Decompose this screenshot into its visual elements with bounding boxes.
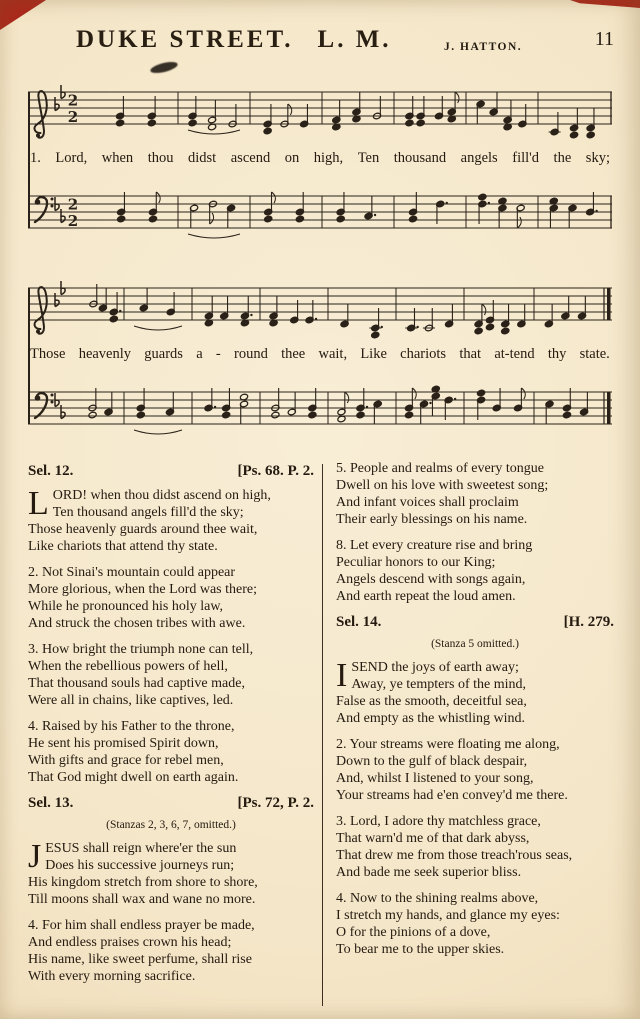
stanza-line: Like chariots that attend thy state. xyxy=(28,539,218,554)
stanza xyxy=(28,840,314,908)
stanza-line: Their early blessings on his name. xyxy=(336,512,528,527)
music-system-2 xyxy=(28,262,612,446)
lyric-word: when xyxy=(101,150,134,166)
stanza-line: Your streams had e'en convey'd me there. xyxy=(336,788,568,803)
stanza-line: 4. For him shall endless prayer be made, xyxy=(28,918,255,933)
stanza-line: With gifts and grace for rebel men, xyxy=(28,753,224,768)
selection-reference: [H. 279. xyxy=(563,614,614,630)
svg-text:2: 2 xyxy=(67,212,79,230)
treble-staff-1 xyxy=(28,66,612,146)
stanza-line: Angels descend with songs again, xyxy=(336,572,526,587)
lyric-word: didst xyxy=(188,150,217,166)
stanza-line: Dwell on his love with sweetest song; xyxy=(336,478,549,493)
selection-heading xyxy=(336,614,614,631)
stanza-line: And, whilst I listened to your song, xyxy=(336,771,534,786)
stanza-line: 4. Now to the shining realms above, xyxy=(336,891,539,906)
stanza-line: 5. People and realms of every tongue xyxy=(336,461,544,476)
stanza-line: ESUS shall reign where'er the sun xyxy=(45,841,237,856)
stanza xyxy=(336,736,614,804)
text-column-left xyxy=(28,460,314,994)
stanza xyxy=(28,564,314,632)
stanza-line: With every morning sacrifice. xyxy=(28,969,196,984)
lyric-line-2 xyxy=(28,342,612,366)
stanza-line: Till moons shall wax and wane no more. xyxy=(28,892,256,907)
treble-staff-2 xyxy=(28,262,612,342)
selection-reference: [Ps. 68. P. 2. xyxy=(237,463,314,479)
stanza-line: Those heavenly guards around thee wait, xyxy=(28,522,258,537)
stanza-line: And earth repeat the loud amen. xyxy=(336,589,516,604)
stanza-line: Peculiar honors to our King; xyxy=(336,555,496,570)
lyric-word: - xyxy=(215,346,221,362)
composer-name: J. HATTON. xyxy=(444,41,523,53)
lyric-word: Those xyxy=(30,346,66,362)
lyric-word: the xyxy=(553,150,572,166)
stanza-line: Does his successive journeys run; xyxy=(45,858,235,873)
stanza xyxy=(336,813,614,881)
lyric-word: angels xyxy=(460,150,498,166)
lyric-word: round xyxy=(233,346,268,362)
music-system-1 xyxy=(28,66,612,250)
lyric-word: Like xyxy=(360,346,387,362)
lyric-word: Ten xyxy=(357,150,380,166)
bass-staff-1 xyxy=(28,170,612,250)
omission-note: (Stanzas 2, 3, 6, 7, omitted.) xyxy=(106,819,236,831)
stanza-line: That thousand souls had captive made, xyxy=(28,676,245,691)
stanza-line: And struck the chosen tribes with awe. xyxy=(28,616,246,631)
drop-cap: L xyxy=(28,487,49,522)
stanza-line: I stretch my hands, and glance my eyes: xyxy=(336,908,560,923)
svg-text:2: 2 xyxy=(67,195,79,214)
stanza-line: His name, like sweet perfume, shall rise xyxy=(28,952,252,967)
stanza-line: He sent his promised Spirit down, xyxy=(28,736,219,751)
stanza-line: 2. Not Sinai's mountain could appear xyxy=(28,565,236,580)
system-barline xyxy=(28,92,30,228)
page-title xyxy=(76,26,392,54)
stanza-line: To bear me to the upper skies. xyxy=(336,942,505,957)
stanza xyxy=(336,460,614,528)
stanza-line: 3. How bright the triumph none can tell, xyxy=(28,642,254,657)
stanza-line: While he pronounced his holy law, xyxy=(28,599,224,614)
stanza-line: Away, ye tempters of the mind, xyxy=(351,677,527,692)
red-corner-mark-left xyxy=(0,0,46,30)
lyric-word: wait, xyxy=(318,346,348,362)
stanza-line: That God might dwell on earth again. xyxy=(28,770,239,785)
selection-number: Sel. 13. xyxy=(28,795,74,811)
svg-text:2: 2 xyxy=(67,108,79,126)
stanza xyxy=(336,659,614,727)
stanza-line: Ten thousand angels fill'd the sky; xyxy=(52,505,244,520)
svg-text:2: 2 xyxy=(67,91,79,110)
selection-number: Sel. 14. xyxy=(336,614,382,630)
stanza-line: His kingdom stretch from shore to shore, xyxy=(28,875,258,890)
stanza-line: When the rebellious powers of hell, xyxy=(28,659,228,674)
selection-number: Sel. 12. xyxy=(28,463,74,479)
lyric-word: thy xyxy=(547,346,567,362)
stanza-line: 3. Lord, I adore thy matchless grace, xyxy=(336,814,541,829)
stanza-line: 8. Let every creature rise and bring xyxy=(336,538,533,553)
stanza xyxy=(336,537,614,605)
stanza-line: That warn'd me of that dark abyss, xyxy=(336,831,530,846)
tune-title: DUKE STREET. xyxy=(76,26,294,53)
column-divider xyxy=(322,464,323,1006)
drop-cap: I xyxy=(336,659,348,694)
stanza-line: And infant voices shall proclaim xyxy=(336,495,519,510)
stanza-line: And empty as the whistling wind. xyxy=(336,711,525,726)
lyric-word: thee xyxy=(281,346,306,362)
stanza-line: And endless praises crown his head; xyxy=(28,935,232,950)
selection-heading xyxy=(28,463,314,480)
stanza-line: And bade me seek superior bliss. xyxy=(336,865,522,880)
lyric-word: a xyxy=(196,346,203,362)
stanza-line: False as the smooth, deceitful sea, xyxy=(336,694,527,709)
stanza-line: ORD! when thou didst ascend on high, xyxy=(52,488,271,503)
stanza-line: 4. Raised by his Father to the throne, xyxy=(28,719,235,734)
stanza-line: That drew me from those treach'rous seas, xyxy=(336,848,573,863)
lyric-word: guards xyxy=(144,346,183,362)
lyric-word: high, xyxy=(313,150,344,166)
lyric-line-1 xyxy=(28,146,612,170)
lyric-word: chariots xyxy=(400,346,447,362)
lyric-word: state. xyxy=(579,346,610,362)
page-number: 11 xyxy=(594,28,614,50)
selection-reference: [Ps. 72, P. 2. xyxy=(237,795,314,811)
tune-meter: L. M. xyxy=(317,26,392,53)
lyric-word: thou xyxy=(147,150,174,166)
stanza-line: Down to the gulf of black despair, xyxy=(336,754,528,769)
stanza-line: Were all in chains, like captives, led. xyxy=(28,693,234,708)
lyric-word: 1. xyxy=(30,150,41,166)
stanza xyxy=(28,718,314,786)
drop-cap: J xyxy=(28,840,42,875)
selection-heading xyxy=(28,795,314,812)
lyric-word: that xyxy=(459,346,482,362)
lyric-word: on xyxy=(284,150,300,166)
lyric-word: at-tend xyxy=(494,346,535,362)
stanza xyxy=(28,917,314,985)
stanza-line: More glorious, when the Lord was there; xyxy=(28,582,257,597)
text-column-right xyxy=(336,460,614,967)
bass-staff-2 xyxy=(28,366,612,446)
lyric-word: heavenly xyxy=(78,346,132,362)
system-barline xyxy=(28,288,30,424)
stanza xyxy=(336,890,614,958)
stanza-line: SEND the joys of earth away; xyxy=(351,660,519,675)
sheet-music xyxy=(28,66,612,446)
omission-note: (Stanza 5 omitted.) xyxy=(431,638,519,650)
lyric-word: fill'd xyxy=(512,150,540,166)
stanza-line: O for the pinions of a dove, xyxy=(336,925,491,940)
lyric-word: sky; xyxy=(585,150,610,166)
stanza-line: 2. Your streams were floating me along, xyxy=(336,737,560,752)
lyric-word: thousand xyxy=(393,150,447,166)
lyric-word: ascend xyxy=(230,150,271,166)
stanza xyxy=(28,641,314,709)
lyric-word: Lord, xyxy=(55,150,88,166)
stanza xyxy=(28,487,314,555)
red-corner-mark-right xyxy=(570,0,640,8)
